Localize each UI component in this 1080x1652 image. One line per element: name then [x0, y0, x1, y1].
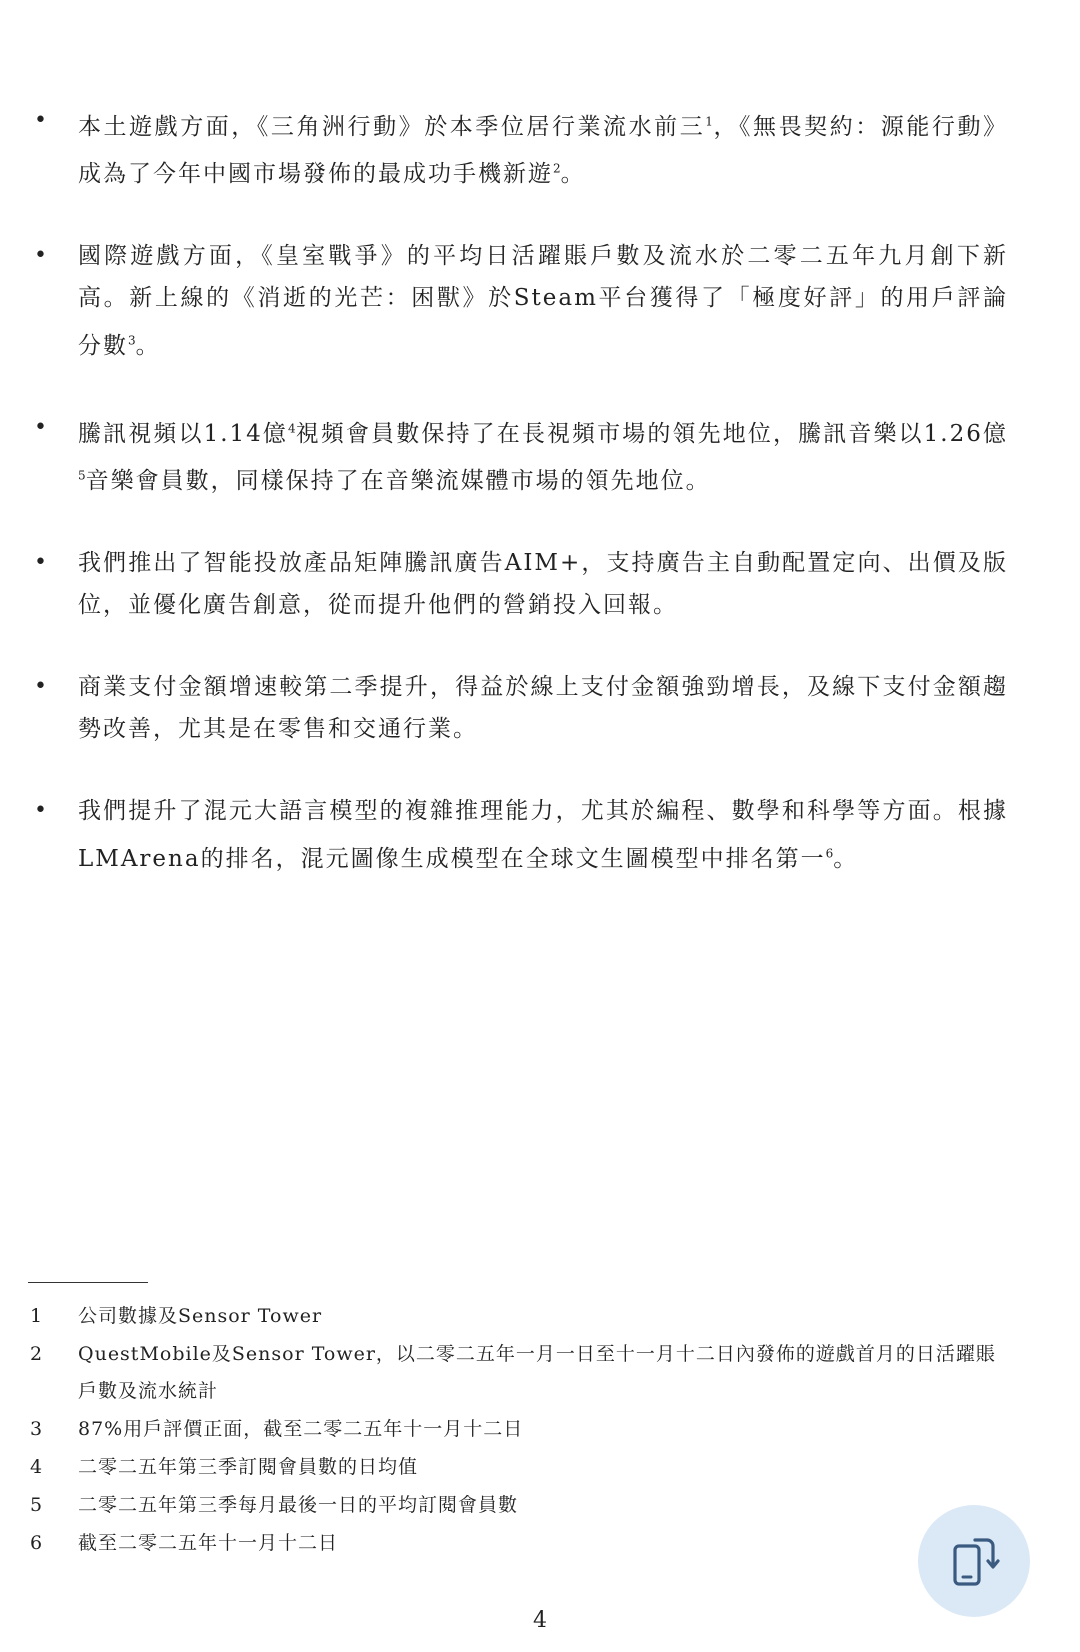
footnote-list: [28, 1298, 1008, 1563]
footnote-text: 二零二五年第三季每月最後一日的平均訂閱會員數: [78, 1494, 519, 1516]
footnote-text: 公司數據及Sensor Tower: [78, 1305, 323, 1327]
footnote-number: 3: [30, 1418, 44, 1440]
bullet-item: [28, 790, 1008, 880]
footnote-ref: 6: [825, 846, 834, 861]
footnote-ref: 5: [78, 468, 86, 483]
bullet-text: 我們推出了智能投放產品矩陣騰訊廣告AIM+，支持廣告主自動配置定向、出價及版位，並優化廣告創意，從而提升他們的營銷投入回報。: [78, 550, 1008, 619]
page-number: 4: [533, 1608, 547, 1633]
footnote-text: 87%用戶評價正面，截至二零二五年十一月十二日: [78, 1418, 524, 1440]
footnote-text: 二零二五年第三季訂閱會員數的日均值: [78, 1456, 419, 1478]
footnote-number: 2: [30, 1343, 44, 1365]
bullet-dot: •: [34, 414, 49, 440]
bullet-text: 我們提升了混元大語言模型的複雜推理能力，尤其於編程、數學和科學等方面。根據LMArena的排名，混元圖像生成模型在全球文生圖模型中排名第一$^6$。: [78, 798, 1008, 872]
rotate-screen-button[interactable]: [918, 1505, 1030, 1617]
footnote-number: 4: [30, 1456, 44, 1478]
bullet-text: 商業支付金額增速較第二季提升，得益於線上支付金額強勁增長，及線下支付金額趨勢改善，尤其是在零售和交通行業。: [78, 674, 1008, 743]
footnote-number: 1: [30, 1305, 44, 1327]
footnote-ref: 3: [128, 333, 136, 348]
footnote-divider: [28, 1282, 148, 1283]
footnote-item: [28, 1449, 1008, 1486]
footnote-item: [28, 1411, 1008, 1448]
bullet-item: [28, 542, 1008, 626]
bullet-dot: •: [34, 108, 49, 133]
footnote-ref: 1: [705, 114, 713, 128]
footnote-item: [28, 1298, 1008, 1335]
footnote-number: 5: [30, 1494, 44, 1516]
footnote-item: [28, 1336, 1008, 1410]
footnote-ref: 4: [288, 420, 296, 435]
bullet-dot: •: [34, 674, 49, 700]
bullet-item: [28, 407, 1008, 502]
bullet-item: [28, 100, 1008, 195]
footnote-item: [28, 1525, 1008, 1562]
bullet-item: [28, 235, 1008, 367]
bullet-text: 本土遊戲方面，《三角洲行動》於本季位居行業流水前三$^1$，《無畏契約：源能行動》成為了今年中國市場發佈的最成功手機新遊$^2$。: [78, 113, 1009, 188]
bullet-dot: •: [34, 243, 49, 269]
bullet-text: 國際遊戲方面，《皇室戰爭》的平均日活躍賬戶數及流水於二零二五年九月創下新高。新上線的《消逝的光芒：困獸》於Steam平台獲得了「極度好評」的用戶評論分數$^3$。: [78, 243, 1008, 359]
bullet-dot: •: [34, 550, 49, 576]
rotate-screen-icon: [945, 1532, 1003, 1590]
footnote-ref: 2: [553, 161, 561, 176]
bullet-item: [28, 666, 1008, 750]
footnote-text: 截至二零二五年十一月十二日: [78, 1532, 339, 1554]
bullet-dot: •: [34, 798, 49, 824]
bullet-list: [28, 100, 1008, 920]
footnote-item: [28, 1487, 1008, 1524]
bullet-text: 騰訊視頻以1.14億$^4$視頻會員數保持了在長視頻市場的領先地位，騰訊音樂以1.26億$^5$音樂會員數，同樣保持了在音樂流媒體市場的領先地位。: [78, 420, 1008, 495]
footnote-number: 6: [30, 1532, 44, 1554]
footnote-text: QuestMobile及Sensor Tower，以二零二五年一月一日至十一月十二日內發佈的遊戲首月的日活躍賬戶數及流水統計: [78, 1343, 996, 1402]
